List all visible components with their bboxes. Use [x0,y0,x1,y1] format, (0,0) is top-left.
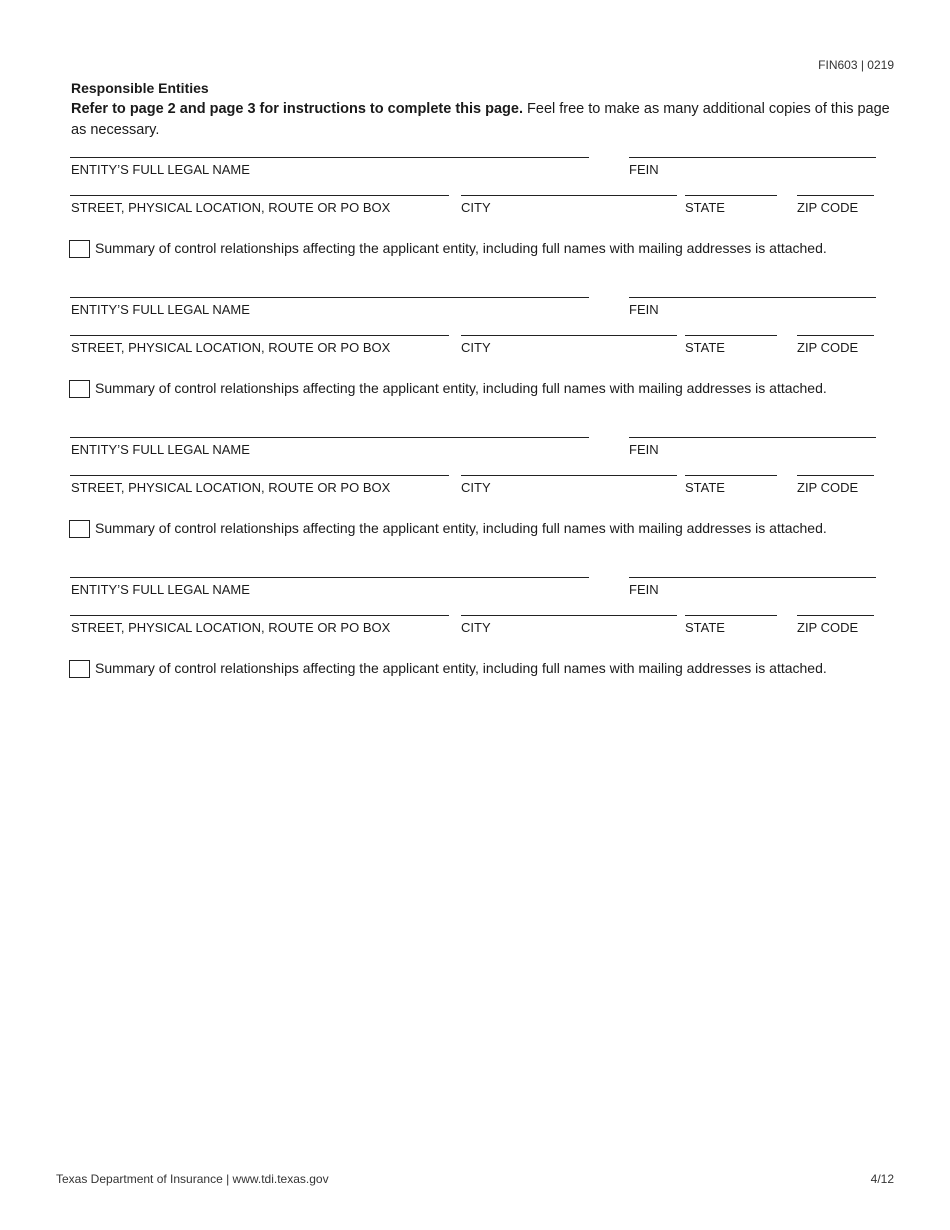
fein-label: FEIN [629,302,659,317]
fein-label: FEIN [629,442,659,457]
summary-checkbox[interactable] [69,660,90,678]
entity-name-field[interactable] [70,577,589,578]
entity-name-field[interactable] [70,157,589,158]
zip-code-label: ZIP CODE [797,200,859,215]
form-code: FIN603 | 0219 [818,58,894,72]
zip-code-label: ZIP CODE [797,620,859,635]
state-label: STATE [685,620,725,635]
street-field[interactable] [70,475,449,476]
city-field[interactable] [461,475,677,476]
summary-text: Summary of control relationships affecting the applicant entity, including full names with mailing addresses is attached. [95,520,827,536]
city-label: CITY [461,480,491,495]
entity-name-label: ENTITY’S FULL LEGAL NAME [71,442,250,457]
state-field[interactable] [685,615,777,616]
street-field[interactable] [70,615,449,616]
state-field[interactable] [685,335,777,336]
instructions-text: Feel free to make as many additional copies of this page as necessary. [71,101,890,138]
zip-code-field[interactable] [797,195,874,196]
entity-name-label: ENTITY’S FULL LEGAL NAME [71,582,250,597]
summary-text: Summary of control relationships affecting the applicant entity, including full names with mailing addresses is attached. [95,380,827,396]
city-label: CITY [461,340,491,355]
street-label: STREET, PHYSICAL LOCATION, ROUTE OR PO BOX [71,480,391,495]
instructions [71,99,891,141]
zip-code-label: ZIP CODE [797,480,859,495]
entity-block [0,290,950,420]
entity-name-field[interactable] [70,437,589,438]
street-label: STREET, PHYSICAL LOCATION, ROUTE OR PO BOX [71,620,391,635]
entity-block [0,150,950,280]
fein-field[interactable] [629,157,876,158]
instructions-bold: Refer to page 2 and page 3 for instructions to complete this page. [71,101,523,117]
city-field[interactable] [461,335,677,336]
entity-block [0,570,950,700]
summary-text: Summary of control relationships affecting the applicant entity, including full names with mailing addresses is attached. [95,660,827,676]
state-field[interactable] [685,475,777,476]
city-field[interactable] [461,195,677,196]
fein-label: FEIN [629,162,659,177]
entity-block [0,430,950,560]
zip-code-field[interactable] [797,335,874,336]
fein-field[interactable] [629,577,876,578]
state-field[interactable] [685,195,777,196]
city-label: CITY [461,200,491,215]
entity-name-label: ENTITY’S FULL LEGAL NAME [71,302,250,317]
street-field[interactable] [70,335,449,336]
street-label: STREET, PHYSICAL LOCATION, ROUTE OR PO BOX [71,200,391,215]
section-title: Responsible Entities [71,80,209,96]
fein-label: FEIN [629,582,659,597]
city-field[interactable] [461,615,677,616]
summary-text: Summary of control relationships affecting the applicant entity, including full names with mailing addresses is attached. [95,240,827,256]
state-label: STATE [685,340,725,355]
entity-name-label: ENTITY’S FULL LEGAL NAME [71,162,250,177]
entity-name-field[interactable] [70,297,589,298]
street-field[interactable] [70,195,449,196]
state-label: STATE [685,480,725,495]
city-label: CITY [461,620,491,635]
summary-checkbox[interactable] [69,520,90,538]
fein-field[interactable] [629,297,876,298]
zip-code-field[interactable] [797,475,874,476]
zip-code-label: ZIP CODE [797,340,859,355]
fein-field[interactable] [629,437,876,438]
page-number: 4/12 [870,1172,894,1186]
street-label: STREET, PHYSICAL LOCATION, ROUTE OR PO BOX [71,340,391,355]
zip-code-field[interactable] [797,615,874,616]
summary-checkbox[interactable] [69,380,90,398]
summary-checkbox[interactable] [69,240,90,258]
footer-agency: Texas Department of Insurance | www.tdi.texas.gov [56,1172,329,1186]
state-label: STATE [685,200,725,215]
